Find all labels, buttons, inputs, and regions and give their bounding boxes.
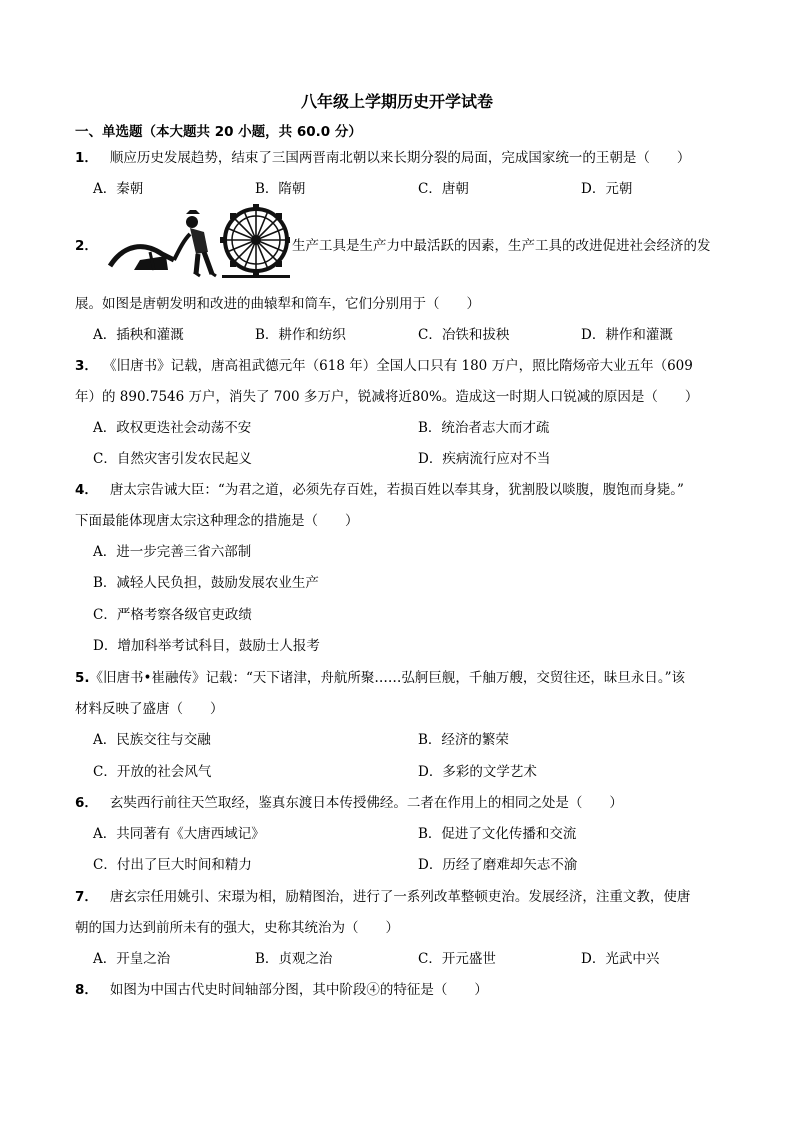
plow-and-waterwheel-image: [104, 204, 290, 278]
section-heading: 一、单选题（本大题共 20 小题，共 60.0 分）: [75, 124, 362, 140]
q7-option-c[interactable]: C．开元盛世: [418, 951, 496, 967]
question-3: [75, 354, 693, 374]
question-number: 2．: [75, 238, 98, 254]
question-1: [75, 146, 690, 166]
q4-option-a[interactable]: A．进一步完善三省六部制: [93, 544, 252, 560]
question-3-text-line2: 年）的 890.7546 万户，消失了 700 多万户，锐减将近80%。造成这一时期人口锐减的原因是（ ）: [75, 389, 699, 405]
q4-option-b[interactable]: B．减轻人民负担，鼓励发展农业生产: [93, 575, 319, 591]
q1-option-a[interactable]: A．秦朝: [93, 181, 144, 197]
question-text-start: 如图为中国古代史时间轴部分图，其中阶段: [109, 982, 367, 998]
question-text: 唐太宗告诫大臣：“为君之道，必须先存百姓，若损百姓以奉其身，犹割股以啖腹，腹饱而身毙。”: [109, 482, 684, 498]
q6-option-b[interactable]: B．促进了文化传播和交流: [418, 826, 577, 842]
q2-option-c[interactable]: C．冶铁和拔秧: [418, 327, 510, 343]
q6-option-a[interactable]: A．共同著有《大唐西域记》: [93, 826, 265, 842]
question-text: 《旧唐书》记载，唐高祖武德元年（618 年）全国人口只有 180 万户，照比隋炀帝大业五年（609: [109, 358, 693, 374]
q4-option-d[interactable]: D．增加科举考试科目，鼓励士人报考: [93, 638, 320, 654]
question-number: 8．: [75, 982, 98, 998]
question-7-text-line2: 朝的国力达到前所未有的强大，史称其统治为（ ）: [75, 920, 399, 936]
q1-option-c[interactable]: C．唐朝: [418, 181, 469, 197]
question-number: 5.: [75, 670, 90, 686]
question-7: [75, 885, 690, 905]
circled-number-4: ④: [366, 982, 380, 998]
question-number: 1．: [75, 150, 98, 166]
water-wheel-icon: [220, 204, 290, 278]
q5-option-b[interactable]: B．经济的繁荣: [418, 732, 509, 748]
question-5: [75, 666, 685, 686]
question-number: 7．: [75, 889, 98, 905]
q2-option-b[interactable]: B．耕作和纺织: [255, 327, 346, 343]
q3-option-a[interactable]: A．政权更迭社会动荡不安: [93, 420, 252, 436]
question-text: 《旧唐书•崔融传》记载：“天下诸津，舟航所聚……弘舸巨舰，千舳万艘，交贸往还，昧旦永日。”该: [89, 670, 686, 686]
q5-option-d[interactable]: D．多彩的文学艺术: [418, 764, 537, 780]
q6-option-c[interactable]: C．付出了巨大时间和精力: [93, 857, 252, 873]
question-text-end: 的特征是（ ）: [379, 982, 488, 998]
q7-option-d[interactable]: D．光武中兴: [581, 951, 660, 967]
q7-option-a[interactable]: A．开皇之治: [93, 951, 171, 967]
q3-option-b[interactable]: B．统治者志大而才疏: [418, 420, 550, 436]
q5-option-a[interactable]: A．民族交往与交融: [93, 732, 211, 748]
question-4: [75, 478, 684, 498]
question-text: 唐玄宗任用姚引、宋璟为相，励精图治，进行了一系列改革整顿吏治。发展经济，注重文教，使唐: [109, 889, 691, 905]
question-6: [75, 791, 623, 811]
q6-option-d[interactable]: D．历经了磨难却矢志不渝: [418, 857, 578, 873]
question-number: 3．: [75, 358, 98, 374]
q3-option-d[interactable]: D．疾病流行应对不当: [418, 451, 551, 467]
q2-option-a[interactable]: A．插秧和灌溉: [93, 327, 184, 343]
q7-option-b[interactable]: B．贞观之治: [255, 951, 333, 967]
question-2-text-line2: 展。如图是唐朝发明和改进的曲辕犁和筒车，它们分别用于（ ）: [75, 296, 480, 312]
question-4-text-line2: 下面最能体现唐太宗这种理念的措施是（ ）: [75, 513, 359, 529]
question-2-number: [75, 234, 98, 254]
question-text: 玄奘西行前往天竺取经，鉴真东渡日本传授佛经。二者在作用上的相同之处是（ ）: [109, 795, 623, 811]
curved-plow-icon: [110, 210, 216, 276]
question-text: 顺应历史发展趋势，结束了三国两晋南北朝以来长期分裂的局面，完成国家统一的王朝是（ ）: [109, 150, 691, 166]
question-8: [75, 978, 488, 998]
exam-title: 八年级上学期历史开学试卷: [300, 92, 493, 111]
q2-option-d[interactable]: D．耕作和灌溉: [581, 327, 673, 343]
q5-option-c[interactable]: C．开放的社会风气: [93, 764, 212, 780]
q4-option-c[interactable]: C．严格考察各级官吏政绩: [93, 607, 252, 623]
q3-option-c[interactable]: C．自然灾害引发农民起义: [93, 451, 252, 467]
question-5-text-line2: 材料反映了盛唐（ ）: [75, 701, 224, 717]
question-number: 4．: [75, 482, 98, 498]
q1-option-d[interactable]: D．元朝: [581, 181, 633, 197]
question-number: 6．: [75, 795, 98, 811]
q1-option-b[interactable]: B．隋朝: [255, 181, 306, 197]
question-2-text-line1: 生产工具是生产力中最活跃的因素，生产工具的改进促进社会经济的发: [292, 238, 711, 254]
